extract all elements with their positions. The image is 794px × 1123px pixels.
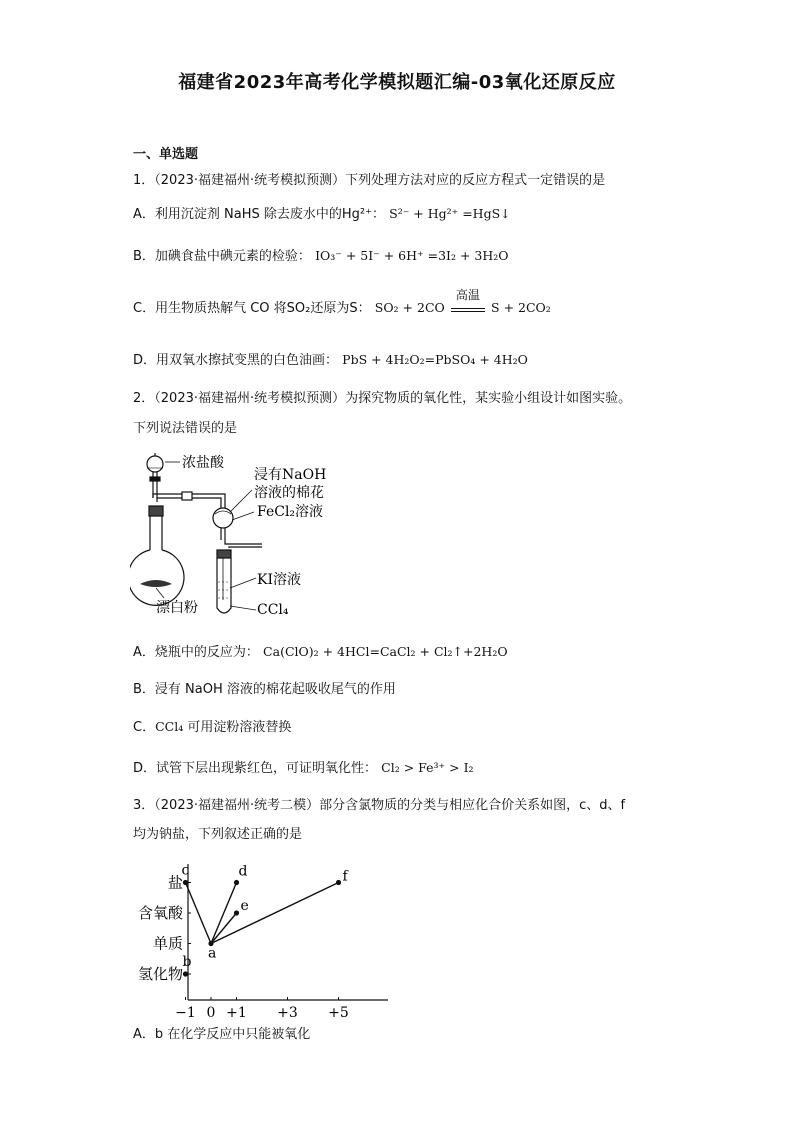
point-e	[234, 910, 239, 915]
point-label-f: f	[342, 868, 348, 885]
q1-option-d	[133, 351, 528, 370]
x-tick-label: 0	[206, 1005, 216, 1020]
q2-option-c-chem: CCl₄	[155, 719, 184, 734]
label-naoh-cotton-1: 浸有NaOH	[254, 467, 327, 483]
q1-option-c-text: C．用生物质热解气 CO 将SO₂还原为S：	[133, 301, 371, 316]
point-f	[336, 880, 341, 885]
chart-y-labels	[138, 874, 184, 984]
q2-option-d-text: D．试管下层出现紫红色，可证明氧化性：	[133, 761, 378, 776]
flask-stopper-icon	[149, 506, 163, 516]
q2-option-d-equation: Cl₂ > Fe³⁺ > I₂	[381, 760, 474, 775]
label-ki-solution: KI溶液	[257, 572, 301, 588]
dropping-funnel-icon	[147, 456, 163, 472]
q2-option-a-text: A．烧瓶中的反应为：	[133, 645, 259, 660]
y-tick-label: 氢化物	[137, 965, 183, 983]
y-tick-label: 盐	[167, 873, 183, 892]
label-ccl4: CCl₄	[257, 602, 289, 618]
apparatus-figure	[130, 450, 350, 622]
page-title: 福建省2023年高考化学模拟题汇编-03氧化还原反应	[178, 72, 616, 93]
point-label-e: e	[240, 898, 249, 914]
question-3-stem-2: 均为钠盐，下列叙述正确的是	[133, 827, 303, 842]
bleaching-powder-icon	[140, 580, 172, 587]
point-label-c: c	[181, 862, 190, 879]
question-2-stem-1: 2．（2023·福建福州·统考模拟预测）为探究物质的氧化性，某实验小组设计如图实验。	[133, 391, 632, 406]
label-fecl2-solution: FeCl₂溶液	[257, 504, 324, 520]
connection-line-a-f	[211, 883, 339, 944]
q2-option-c-text: 可用淀粉溶液替换	[187, 720, 292, 735]
chart-points	[182, 863, 350, 977]
q1-option-a	[133, 205, 511, 224]
q1-option-d-text: D．用双氧水擦拭变黑的白色油画：	[133, 353, 339, 368]
connection-line-a-d	[211, 883, 237, 944]
q1-option-c	[133, 288, 551, 318]
chart-x-labels	[175, 1005, 349, 1020]
q1-option-b-equation: IO₃⁻ + 5I⁻ + 6H⁺ =3I₂ + 3H₂O	[315, 248, 509, 263]
y-tick-label: 含氧酸	[137, 904, 183, 922]
x-tick-label: +1	[226, 1005, 247, 1020]
test-tube-icon	[217, 558, 231, 613]
label-naoh-cotton-2: 溶液的棉花	[254, 485, 324, 501]
reaction-condition-label: 高温	[455, 288, 480, 302]
question-1-stem: 1．（2023·福建福州·统考模拟预测）下列处理方法对应的反应方程式一定错误的是	[133, 173, 606, 188]
point-b	[183, 971, 188, 976]
point-d	[234, 880, 239, 885]
q1-option-b	[133, 247, 509, 266]
section-heading: 一、单选题	[133, 147, 199, 162]
q2-option-a-equation: Ca(ClO)₂ + 4HCl=CaCl₂ + Cl₂↑+2H₂O	[263, 644, 508, 659]
label-concentrated-hcl: 浓盐酸	[182, 455, 224, 471]
question-3-stem-1: 3．（2023·福建福州·统考二模）部分含氯物质的分类与相应化合价关系如图，c、d、f	[133, 798, 626, 813]
point-label-b: b	[182, 954, 192, 970]
x-tick-label: +3	[277, 1005, 298, 1020]
q2-option-d	[133, 759, 474, 778]
test-tube-stopper-icon	[217, 550, 231, 558]
q1-option-a-equation: S²⁻ + Hg²⁺ =HgS↓	[389, 206, 511, 221]
round-flask-icon	[130, 550, 184, 605]
q1-option-c-equation-right: S + 2CO₂	[491, 300, 551, 315]
q3-option-a: A．b 在化学反应中只能被氧化	[133, 1027, 311, 1042]
question-2-stem-2: 下列说法错误的是	[133, 421, 238, 436]
q2-option-c: C．CCl₄ 可用淀粉溶液替换	[133, 719, 292, 735]
connection-line-a-e	[211, 913, 237, 944]
q2-option-a	[133, 643, 508, 662]
q1-option-b-text: B．加碘食盐中碘元素的检验：	[133, 249, 311, 264]
q1-option-d-equation: PbS + 4H₂O₂=PbSO₄ + 4H₂O	[342, 352, 528, 367]
point-label-a: a	[208, 945, 217, 962]
q1-option-c-equation-left: SO₂ + 2CO	[374, 300, 445, 315]
x-tick-label: −1	[175, 1005, 196, 1020]
chart-connection-lines	[186, 883, 339, 944]
label-bleaching-powder: 漂白粉	[156, 600, 198, 616]
reaction-condition	[451, 288, 485, 312]
point-c	[183, 880, 188, 885]
point-label-d: d	[238, 863, 248, 880]
x-tick-label: +5	[328, 1005, 349, 1020]
valence-chart	[130, 860, 400, 1020]
double-line-equals	[451, 308, 485, 312]
y-tick-label: 单质	[152, 934, 183, 953]
q1-option-a-text: A．利用沉淀剂 NaHS 除去废水中的Hg²⁺：	[133, 207, 385, 222]
q2-option-b: B．浸有 NaOH 溶液的棉花起吸收尾气的作用	[133, 682, 396, 697]
